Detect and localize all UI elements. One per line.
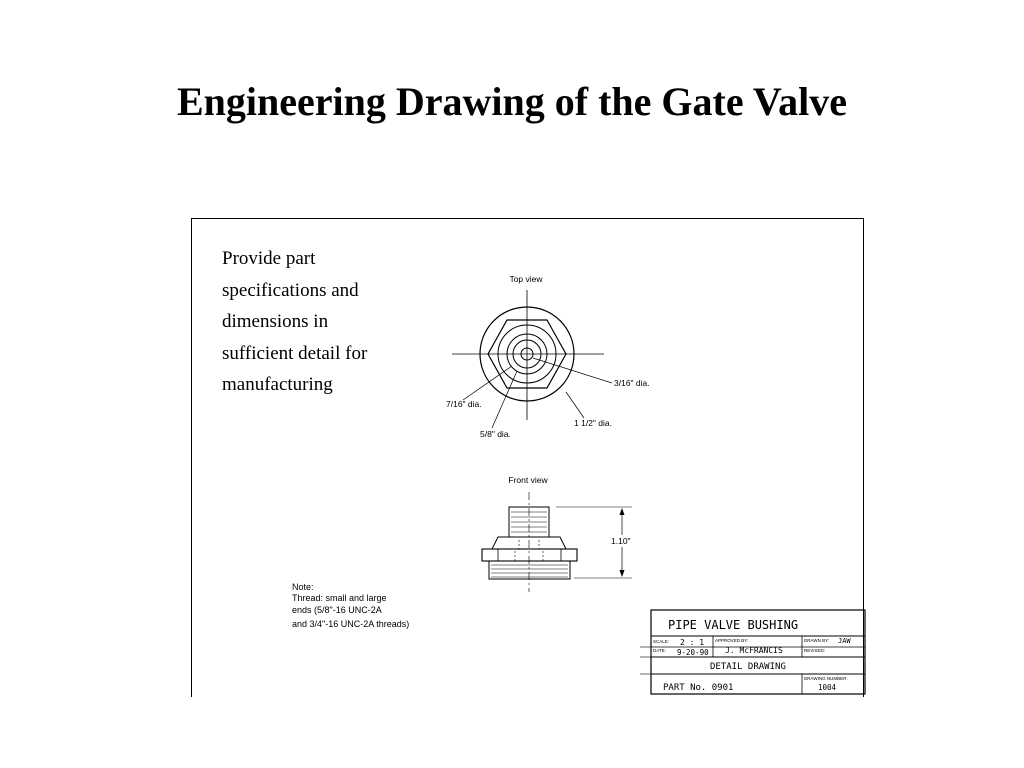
top-view-label: Top view bbox=[509, 274, 543, 284]
dim-label-3-16: 3/16" dia. bbox=[614, 378, 650, 388]
note-heading: Note: bbox=[292, 582, 314, 592]
date-value: 9-20-90 bbox=[677, 648, 709, 657]
scale-value: 2 : 1 bbox=[680, 638, 705, 647]
drawn-value: JAW bbox=[838, 637, 851, 645]
title-block bbox=[640, 610, 865, 694]
description-line: Provide part bbox=[222, 248, 316, 269]
drawing-note bbox=[292, 582, 409, 629]
slide-title: Engineering Drawing of the Gate Valve bbox=[177, 79, 847, 124]
drawing-number: 1004 bbox=[818, 683, 837, 692]
lower-thread bbox=[489, 561, 570, 579]
drawing-number-label: DRAWING NUMBER: bbox=[804, 676, 848, 681]
part-name: PIPE VALVE BUSHING bbox=[668, 618, 799, 632]
front-view-label: Front view bbox=[508, 475, 548, 485]
dim-label-height: 1.10" bbox=[611, 536, 631, 546]
approved-label: APPROVED BY: bbox=[715, 638, 749, 643]
description-line: sufficient detail for bbox=[222, 342, 368, 364]
leader-1-1-2 bbox=[566, 392, 584, 418]
scale-label: SCALE: bbox=[653, 639, 670, 644]
front-view bbox=[482, 475, 635, 592]
drawing-type: DETAIL DRAWING bbox=[710, 662, 786, 672]
hex-body bbox=[482, 549, 577, 561]
note-line: ends (5/8"-16 UNC-2A bbox=[292, 605, 382, 615]
top-view bbox=[446, 274, 650, 439]
note-line: Thread: small and large bbox=[292, 593, 387, 603]
description-line: specifications and bbox=[222, 279, 359, 301]
note-line: and 3/4"-16 UNC-2A threads) bbox=[292, 619, 410, 629]
dim-label-7-16: 7/16" dia. bbox=[446, 399, 482, 409]
dim-label-5-8: 5/8" dia. bbox=[480, 429, 511, 439]
leader-3-16 bbox=[533, 358, 612, 383]
part-number: PART No. 0901 bbox=[663, 683, 734, 693]
drawn-label: DRAWN BY: bbox=[804, 638, 830, 643]
approved-value: J. McFRANCIS bbox=[725, 646, 783, 655]
date-label: DATE: bbox=[653, 648, 666, 653]
description-line: manufacturing bbox=[222, 374, 333, 395]
description-line: dimensions in bbox=[222, 311, 329, 332]
revised-label: REVISED: bbox=[804, 648, 826, 653]
dim-label-1-1-2: 1 1/2" dia. bbox=[574, 418, 612, 428]
